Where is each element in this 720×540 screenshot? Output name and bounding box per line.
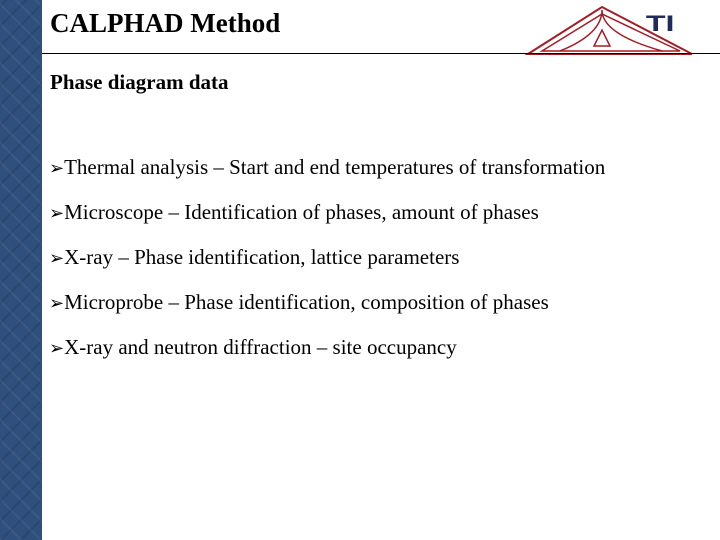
bullet-item — [49, 333, 679, 363]
bullet-item — [49, 288, 679, 318]
arrow-bullet-icon: ➢ — [49, 338, 65, 359]
bullet-item — [49, 153, 679, 183]
bullet-item — [49, 243, 679, 273]
thermo-logo-icon — [524, 4, 714, 58]
logo-text: TI — [645, 11, 675, 37]
bullet-item — [49, 198, 679, 228]
arrow-bullet-icon: ➢ — [49, 248, 65, 269]
bullet-text: X-ray – Phase identification, lattice parameters — [64, 245, 460, 269]
slide-subtitle: Phase diagram data — [50, 70, 229, 94]
side-decoration-strip — [0, 0, 42, 540]
bullet-text: Microscope – Identification of phases, amount of phases — [64, 200, 539, 224]
arrow-bullet-icon: ➢ — [49, 158, 65, 179]
arrow-bullet-icon: ➢ — [49, 203, 65, 224]
title-divider — [42, 53, 720, 54]
bullet-text: X-ray and neutron diffraction – site occupancy — [64, 335, 457, 359]
arrow-bullet-icon: ➢ — [49, 293, 65, 314]
bullet-list — [49, 153, 679, 378]
bullet-text: Thermal analysis – Start and end temperatures of transformation — [64, 155, 606, 179]
slide-title: CALPHAD Method — [50, 8, 281, 38]
bullet-text: Microprobe – Phase identification, composition of phases — [64, 290, 549, 314]
